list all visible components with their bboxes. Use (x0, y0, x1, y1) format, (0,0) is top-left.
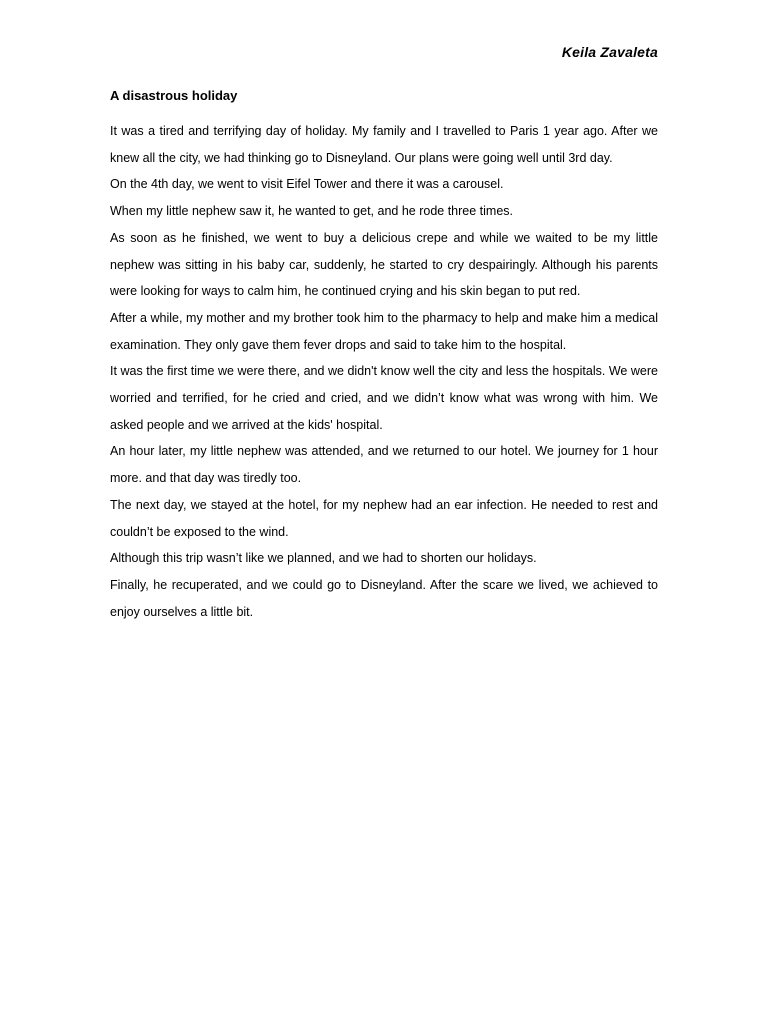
paragraph: When my little nephew saw it, he wanted to get, and he rode three times. (110, 204, 513, 219)
author-name: Keila Zavaleta (561, 44, 658, 60)
paragraph: The next day, we stayed at the hotel, for my nephew had an ear infection. He needed to rest and couldn’t be exposed to the wind. (110, 497, 658, 539)
paragraph: On the 4th day, we went to visit Eifel Tower and there it was a carousel. (110, 177, 504, 192)
paragraph: An hour later, my little nephew was attended, and we returned to our hotel. We journey for 1 hour more. and that day was tiredly too. (110, 444, 658, 486)
paragraph: After a while, my mother and my brother took him to the pharmacy to help and make him a medical examination. They only gave them fever drops and said to take him to the hospital. (110, 310, 658, 352)
paragraph: Although this trip wasn’t like we planned, and we had to shorten our holidays. (110, 551, 537, 566)
document-title: A disastrous holiday (110, 88, 238, 103)
document-body (110, 118, 658, 625)
paragraph: It was the first time we were there, and we didn't know well the city and less the hospitals. We were worried and terrified, for he cried and cried, and we didn’t know what was wrong with him. We asked people and we arrived at the kids' hospital. (110, 364, 658, 432)
paragraph: As soon as he finished, we went to buy a delicious crepe and while we waited to be my little nephew was sitting in his baby car, suddenly, he started to cry despairingly. Although his parents were looking for ways to calm him, he continued crying and his skin began to put red. (110, 230, 658, 299)
paragraph: It was a tired and terrifying day of holiday. My family and I travelled to Paris 1 year ago. After we knew all the city, we had thinking go to Disneyland. Our plans were going well until 3rd day. (110, 124, 658, 165)
paragraph: Finally, he recuperated, and we could go to Disneyland. After the scare we lived, we achieved to enjoy ourselves a little bit. (110, 577, 658, 619)
